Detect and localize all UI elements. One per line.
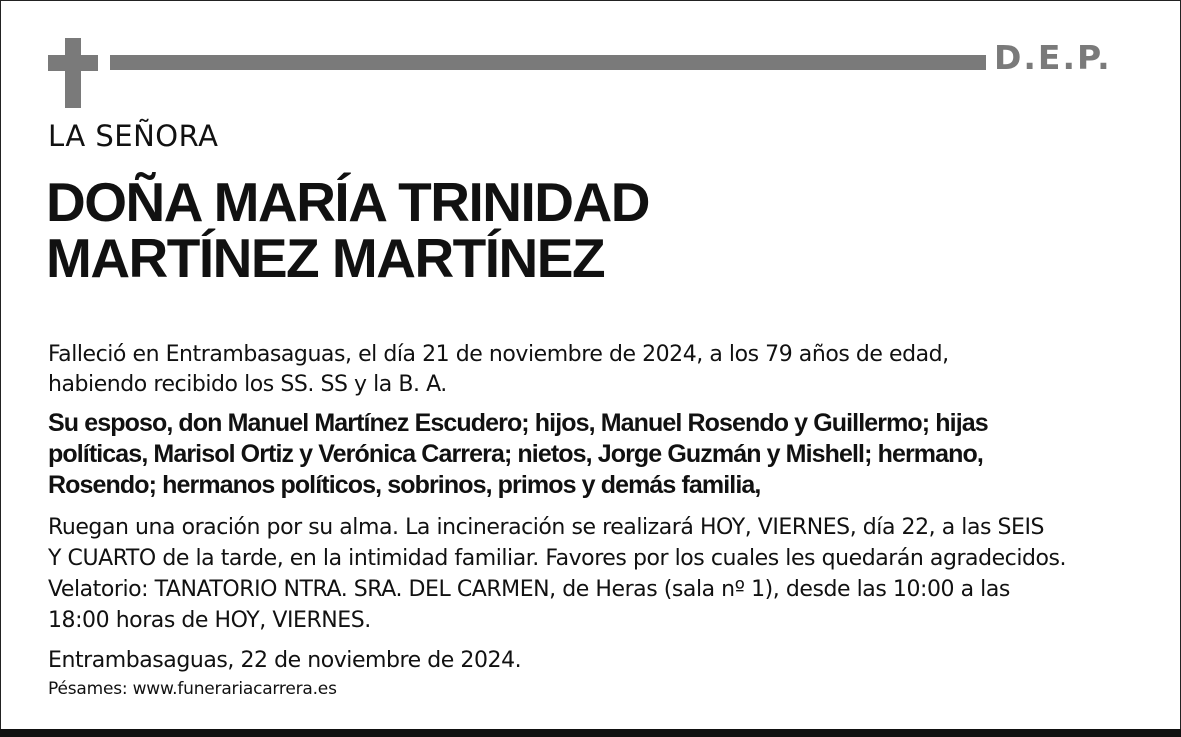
family-list-line: políticas, Marisol Ortiz y Verónica Carrera; nietos, Jorge Guzmán y Mishell; hermano, — [48, 440, 983, 468]
services-notice-line: Y CUARTO de la tarde, en la intimidad familiar. Favores por los cuales les quedarán agradecidos. — [48, 546, 1067, 571]
bottom-rule — [0, 729, 1181, 737]
place-and-date: Entrambasaguas, 22 de noviembre de 2024. — [48, 648, 522, 673]
dep-label: D.E.P. — [994, 38, 1112, 77]
death-notice — [48, 340, 1158, 400]
cross-vertical-bar — [65, 38, 81, 108]
death-notice-line: Falleció en Entrambasaguas, el día 21 de noviembre de 2024, a los 79 años de edad, — [48, 342, 949, 367]
family-list-line: Su esposo, don Manuel Martínez Escudero; hijos, Manuel Rosendo y Guillermo; hijas — [48, 409, 988, 437]
services-notice-line: Velatorio: TANATORIO NTRA. SRA. DEL CARMEN, de Heras (sala nº 1), desde las 10:00 a las — [48, 577, 1010, 602]
salutation: LA SEÑORA — [48, 119, 219, 153]
family-list — [48, 408, 1158, 501]
header-divider — [110, 55, 986, 70]
deceased-name-line-1: DOÑA MARÍA TRINIDAD — [46, 171, 649, 233]
cross-icon — [48, 38, 98, 108]
services-notice — [48, 512, 1158, 636]
condolences-link: Pésames: www.funerariacarrera.es — [48, 679, 337, 699]
death-notice-line: habiendo recibido los SS. SS y la B. A. — [48, 372, 447, 397]
services-notice-line: 18:00 horas de HOY, VIERNES. — [48, 608, 371, 633]
family-list-line: Rosendo; hermanos políticos, sobrinos, primos y demás familia, — [48, 471, 761, 499]
services-notice-line: Ruegan una oración por su alma. La incineración se realizará HOY, VIERNES, día 22, a las SEIS — [48, 515, 1045, 540]
deceased-name-line-2: MARTÍNEZ MARTÍNEZ — [46, 227, 605, 289]
cross-horizontal-bar — [48, 55, 98, 71]
